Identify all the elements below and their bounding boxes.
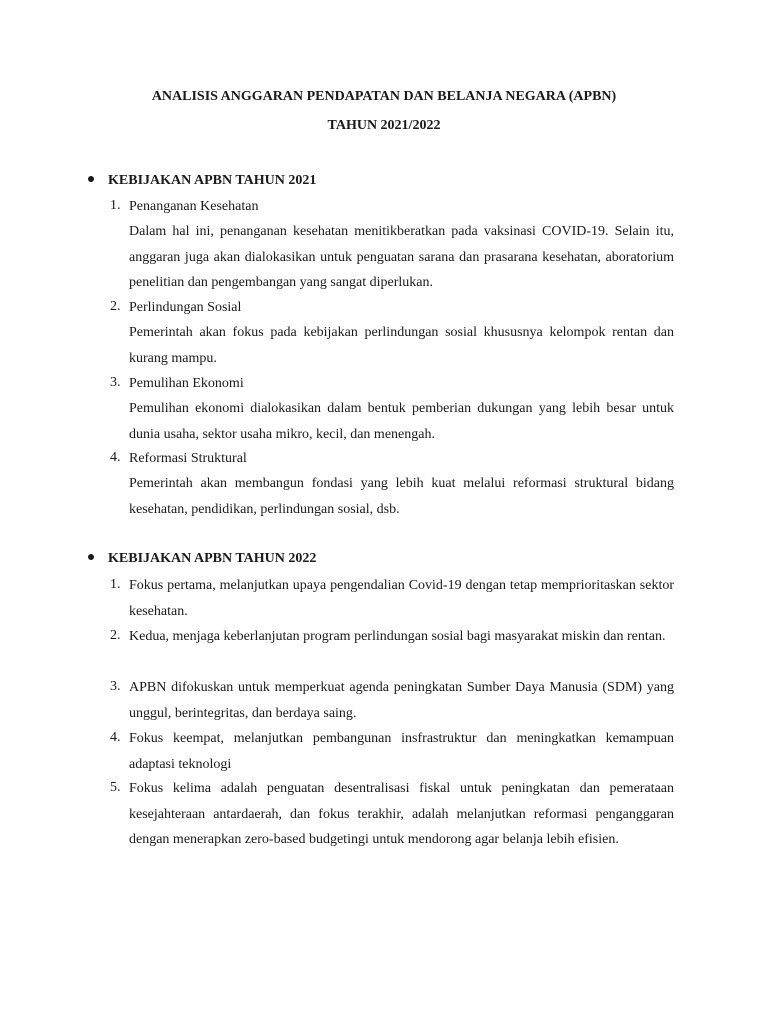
- bullet-icon: [88, 554, 94, 560]
- list-item-body: Pemerintah akan fokus pada kebijakan perlindungan sosial khususnya kelompok rentan dan kurang mampu.: [129, 325, 674, 366]
- list-number: 1.: [110, 198, 121, 213]
- section-heading-2021-text: KEBIJAKAN APBN TAHUN 2021: [108, 173, 317, 188]
- list-number: 2.: [110, 299, 121, 314]
- list-number: 3.: [110, 375, 121, 390]
- list-number: 3.: [110, 679, 121, 694]
- list-item-text: Fokus kelima adalah penguatan desentralisasi fiskal untuk peningkatan dan pemerataan kesejahteraan antardaerah, dan fokus terakhir, adalah melanjutkan reformasi penganggaran dengan menerapkan zero-based budgetingi untuk mendorong agar belanja lebih efisien.: [129, 781, 674, 847]
- list-number: 5.: [110, 780, 121, 795]
- list-item-heading: Penanganan Kesehatan: [129, 199, 259, 214]
- section-heading-2022-text: KEBIJAKAN APBN TAHUN 2022: [108, 551, 317, 566]
- document-subtitle: TAHUN 2021/2022: [327, 118, 441, 133]
- list-item-text: Fokus keempat, melanjutkan pembangunan insfrastruktur dan meningkatkan kemampuan adaptasi teknologi: [129, 731, 674, 772]
- list-item-text: Fokus pertama, melanjutkan upaya pengendalian Covid-19 dengan tetap memprioritaskan sektor kesehatan.: [129, 578, 674, 619]
- list-number: 4.: [110, 730, 121, 745]
- bullet-icon: [88, 176, 94, 182]
- list-number: 1.: [110, 577, 121, 592]
- list-item-body: Pemulihan ekonomi dialokasikan dalam bentuk pemberian dukungan yang lebih besar untuk dunia usaha, sektor usaha mikro, kecil, dan menengah.: [129, 401, 674, 442]
- document-title: ANALISIS ANGGARAN PENDAPATAN DAN BELANJA NEGARA (APBN): [151, 89, 617, 104]
- list-item-heading: Reformasi Struktural: [129, 451, 247, 466]
- list-item-heading: Pemulihan Ekonomi: [129, 376, 244, 391]
- list-item-text: Kedua, menjaga keberlanjutan program perlindungan sosial bagi masyarakat miskin dan rentan.: [129, 629, 666, 644]
- list-item-body: Pemerintah akan membangun fondasi yang lebih kuat melalui reformasi struktural bidang kesehatan, pendidikan, perlindungan sosial, dsb.: [129, 476, 674, 517]
- list-item-text: APBN difokuskan untuk memperkuat agenda peningkatan Sumber Daya Manusia (SDM) yang unggul, berintegritas, dan berdaya saing.: [129, 680, 674, 721]
- list-number: 4.: [110, 450, 121, 465]
- list-item-heading: Perlindungan Sosial: [129, 300, 242, 315]
- section-heading-2021: [88, 173, 316, 189]
- list-number: 2.: [110, 628, 121, 643]
- section-heading-2022: [88, 551, 316, 567]
- list-item-body: Dalam hal ini, penanganan kesehatan menitikberatkan pada vaksinasi COVID-19. Selain itu, anggaran juga akan dialokasikan untuk penguatan sarana dan prasarana kesehatan, aboratorium penelitian dan pengembangan yang sangat diperlukan.: [129, 224, 674, 290]
